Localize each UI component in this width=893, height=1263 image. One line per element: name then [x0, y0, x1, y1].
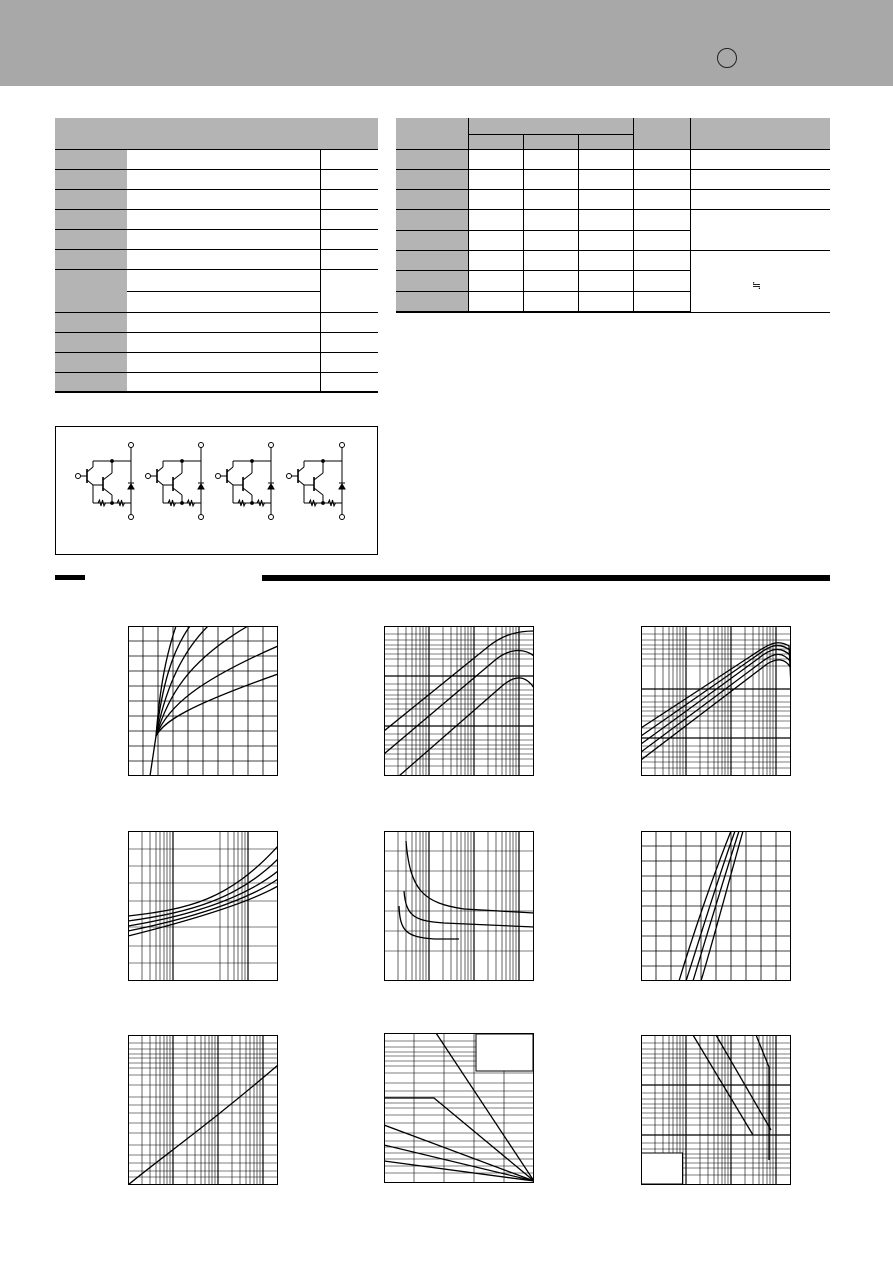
- characteristic-graph-8: [384, 1033, 534, 1183]
- table-row: [55, 149, 378, 169]
- table-row: [55, 229, 378, 249]
- characteristic-graph-7: [128, 1035, 278, 1185]
- table-row: [55, 189, 378, 209]
- ratings-table: [55, 118, 378, 393]
- table-row: [55, 209, 378, 229]
- equivalent-circuit-box: [55, 426, 378, 555]
- equivalence-symbol: ≒: [752, 280, 762, 292]
- circle-mark-icon: [717, 48, 737, 68]
- characteristic-graph-9: [641, 1035, 791, 1185]
- table-row: [55, 312, 378, 332]
- characteristic-graph-6: [641, 831, 791, 981]
- section-rule-right: [262, 575, 830, 581]
- table-row: [55, 169, 378, 189]
- table-row: [55, 249, 378, 269]
- equivalent-circuit-diagram: [56, 427, 377, 554]
- characteristic-graph-2: [384, 626, 534, 776]
- table-row: [396, 250, 830, 270]
- characteristic-graph-4: [128, 831, 278, 981]
- table-row: [55, 269, 378, 291]
- table-header-row: [55, 118, 378, 149]
- header-band: [0, 0, 893, 86]
- table-row: [396, 209, 830, 230]
- section-rule-left: [55, 575, 85, 580]
- table-row: [55, 372, 378, 392]
- table-row: [396, 169, 830, 189]
- table-row: [396, 189, 830, 209]
- characteristic-graph-3: [641, 626, 791, 776]
- table-row: [55, 332, 378, 352]
- table-row: [55, 352, 378, 372]
- characteristics-table: [396, 118, 830, 313]
- table-row: [396, 149, 830, 169]
- characteristic-graph-5: [384, 831, 534, 981]
- characteristic-graph-1: [128, 626, 278, 776]
- table-header-row: [396, 118, 830, 134]
